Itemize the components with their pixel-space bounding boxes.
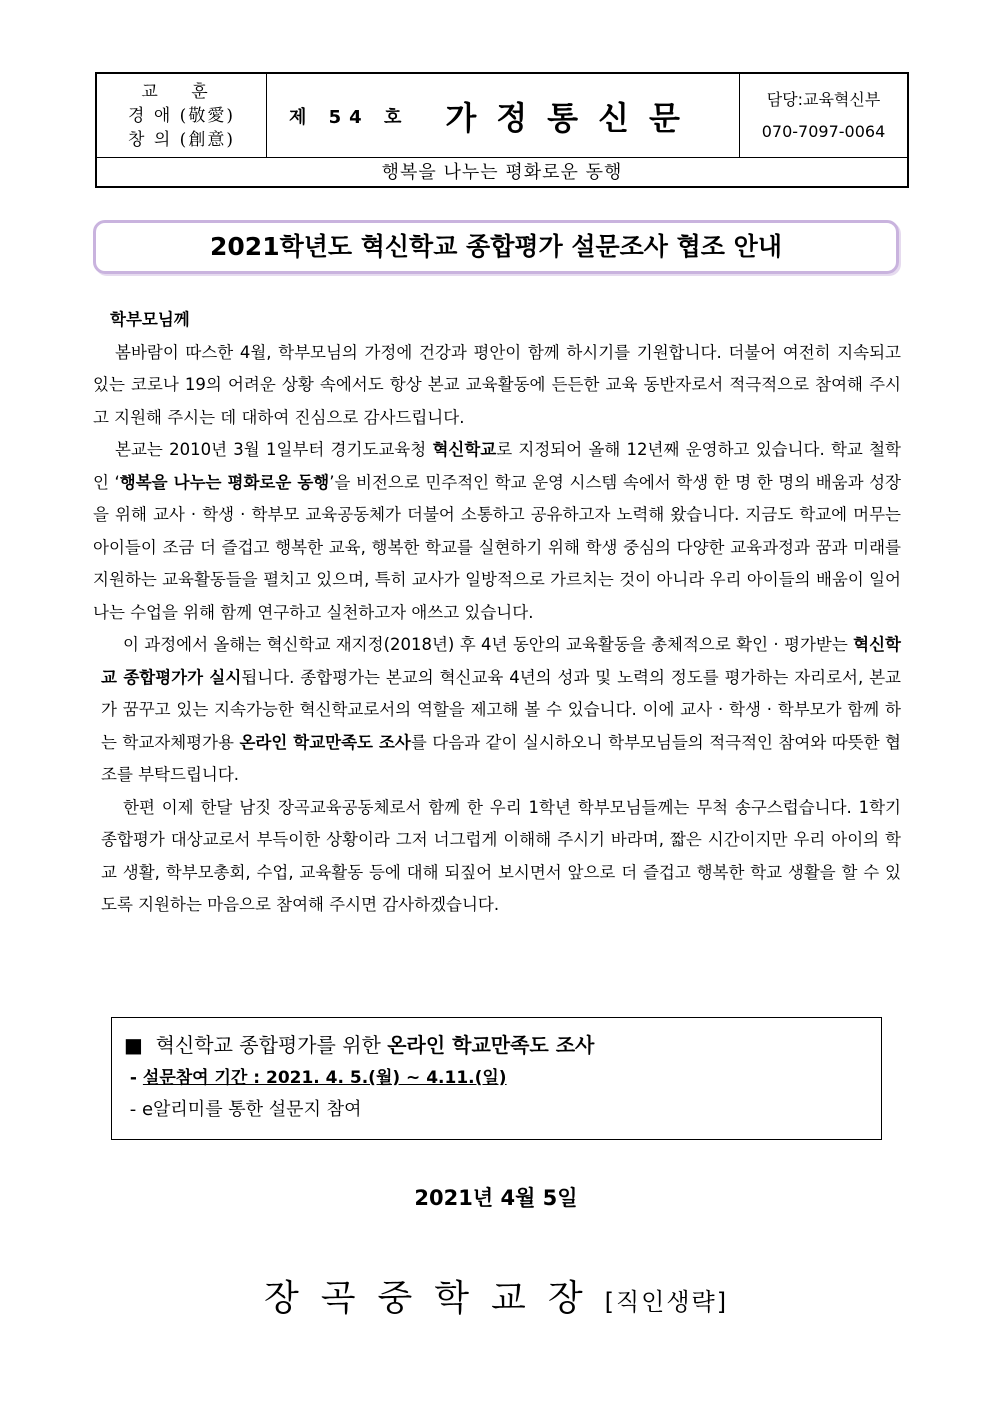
issue-number: 제 54 호 — [289, 106, 410, 128]
paragraph-2 — [93, 434, 901, 629]
principal-name: 장곡중학교장 — [263, 1278, 605, 1319]
info-heading-bold: 온라인 학교만족도 조사 — [387, 1033, 595, 1057]
paragraph-2-text-c: 로 지정되어 올해 12년째 운영하고 있습니다. 학교 철학인 ‘ — [93, 440, 901, 492]
survey-method — [124, 1094, 881, 1126]
issue-cell — [267, 74, 739, 157]
greeting: 학부모님께 — [110, 310, 190, 329]
motto-line-1: 경 애 (敬愛) — [128, 106, 235, 126]
contact-phone: 070-7097-0064 — [761, 122, 886, 141]
paragraph-2-bold-a: 혁신학교 — [432, 440, 497, 459]
school-slogan: 행복을 나누는 평화로운 동행 — [97, 157, 907, 188]
info-heading — [124, 1028, 881, 1062]
motto-line-2: 창 의 (創意) — [128, 130, 235, 150]
survey-period-dash: - — [129, 1068, 143, 1088]
contact-department: 담당:교육혁신부 — [766, 90, 881, 109]
paragraph-3 — [93, 629, 901, 792]
paragraph-3-text-c: 됩니다. 종합평가는 본교의 혁신교육 4년의 성과 및 노력의 정도를 평가하는 자리로서, 본교가 꿈꾸고 있는 지속가능한 혁신학교로서의 역할을 제고해 볼 수 있습니다. 이에 교사 · 학생 · 학부모가 함께 하는 학교자체평가용 — [101, 667, 901, 752]
seal-omitted: [직인생략] — [604, 1288, 729, 1316]
paragraph-2-text-e: ’을 비전으로 민주적인 학교 운영 시스템 속에서 학생 한 명 한 명의 배움과 성장을 위해 교사 · 학생 · 학부모 교육공동체가 더불어 소통하고 공유하고자 노력해 왔습니다. 지금도 학교에 머무는 아이들이 조금 더 즐겁고 행복한 교육, 행복한 학교를 실현하기 위해 학생 중심의 다양한 교육과정과 꿈과 미래를 지원하는 교육활동들을 펼치고 있으며, 특히 교사가 일방적으로 가르치는 것이 아니라 우리 아이들의 배움이 일어나는 수업을 위해 함께 연구하고 실천하고자 애쓰고 있습니다. — [93, 472, 901, 622]
issue-date: 2021년 4월 5일 — [414, 1186, 578, 1210]
survey-info-box — [111, 1017, 882, 1140]
newsletter-header — [95, 72, 909, 188]
paragraph-3-text-e: 를 다음과 같이 실시하오니 학부모님들의 적극적인 참여와 따뜻한 협조를 부탁드립니다. — [101, 732, 901, 784]
paragraph-3-bold-evaluation: 혁신학교 종합평가가 실시 — [101, 635, 901, 687]
school-motto — [97, 74, 267, 157]
survey-period-text: 설문참여 기간 : 2021. 4. 5.(월) ~ 4.11.(일) — [142, 1068, 507, 1088]
letter-body — [93, 304, 901, 922]
document-title: 2021학년도 혁신학교 종합평가 설문조사 협조 안내 — [93, 220, 899, 274]
principal-signature — [0, 1270, 992, 1321]
survey-method-text: - e알리미를 통한 설문지 참여 — [129, 1099, 362, 1120]
paragraph-4: 한편 이제 한달 남짓 장곡교육공동체로서 함께 한 우리 1학년 학부모님들께는 무척 송구스럽습니다. 1학기 종합평가 대상교로서 부득이한 상황이라 그저 너그럽게 이해해 주시기 바라며, 짧은 시간이지만 우리 아이의 학교 생활, 학부모총회, 수업, 교육활동 등에 대해 되짚어 보시면서 앞으로 더 즐겁고 행복한 학교 생활을 할 수 있도록 지원하는 마음으로 참여해 주시면 감사하겠습니다. — [101, 797, 901, 914]
info-heading-text: 혁신학교 종합평가를 위한 — [155, 1033, 388, 1057]
contact-cell — [739, 74, 907, 157]
motto-title: 교 훈 — [141, 82, 222, 102]
paragraph-3-bold-survey: 온라인 학교만족도 조사 — [239, 732, 411, 752]
bullet-square-icon: ■ — [124, 1033, 143, 1057]
paragraph-2-bold-vision: 행복을 나누는 평화로운 동행 — [119, 472, 330, 492]
newsletter-title: 가정통신문 — [445, 98, 700, 137]
paragraph-2-text-a: 본교는 2010년 3월 1일부터 경기도교육청 — [115, 440, 433, 459]
paragraph-1: 봄바람이 따스한 4월, 학부모님의 가정에 건강과 평안이 함께 하시기를 기원합니다. 더불어 여전히 지속되고 있는 코로나 19의 어려운 상황 속에서도 항상 본교 교육활동에 든든한 교육 동반자로서 적극적으로 참여해 주시고 지원해 주시는 데 대하여 진심으로 감사드립니다. — [93, 342, 901, 427]
survey-period — [124, 1062, 881, 1094]
paragraph-3-text-a: 이 과정에서 올해는 혁신학교 재지정(2018년) 후 4년 동안의 교육활동을 총체적으로 확인 · 평가받는 — [123, 635, 854, 654]
